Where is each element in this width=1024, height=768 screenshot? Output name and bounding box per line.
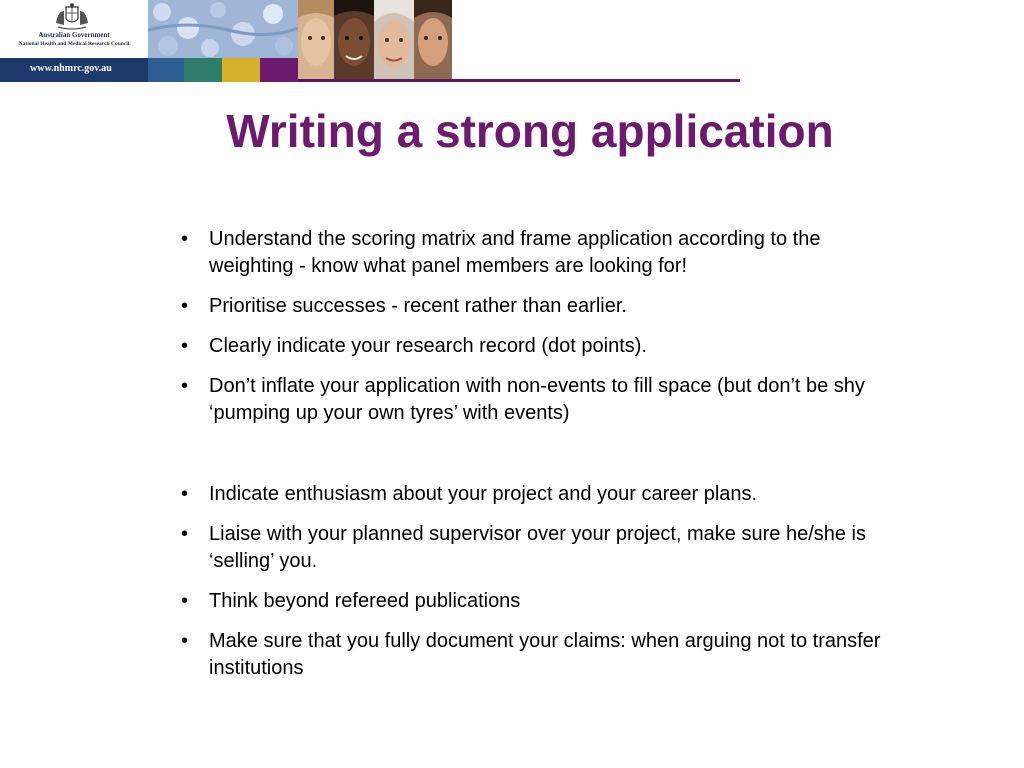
bullet-symbol: • xyxy=(181,523,189,545)
portrait-young-man xyxy=(334,0,374,80)
council-name: National Health and Medical Research Council xyxy=(18,41,130,47)
bullet-text: Don’t inflate your application with non-events to fill space (but don’t be shy ‘pumping up your own tyres’ with events) xyxy=(209,375,865,424)
bullet-text: Liaise with your planned supervisor over your project, make sure he/she is ‘selling’ you. xyxy=(209,523,866,572)
molecule-photo xyxy=(148,0,298,58)
coat-of-arms-icon xyxy=(52,3,92,31)
color-strip-purple xyxy=(260,58,298,82)
bullet-item xyxy=(178,373,898,427)
color-strip-blue xyxy=(148,58,184,82)
bullet-item xyxy=(178,226,898,280)
government-logo xyxy=(0,0,148,58)
bullet-symbol: • xyxy=(181,375,189,397)
color-strip-gold xyxy=(222,58,260,82)
bullet-symbol: • xyxy=(181,295,189,317)
bullet-text: Think beyond refereed publications xyxy=(209,590,521,612)
website-url[interactable]: www.nhmrc.gov.au xyxy=(30,63,112,74)
header-banner xyxy=(0,0,1024,84)
bullet-item xyxy=(178,333,898,360)
bullet-text: Make sure that you fully document your claims: when arguing not to transfer institutions xyxy=(209,630,881,679)
slide-title: Writing a strong application xyxy=(226,105,834,157)
portrait-child xyxy=(298,0,334,80)
bullet-symbol: • xyxy=(181,228,189,250)
bullet-item xyxy=(178,293,898,320)
bullet-symbol: • xyxy=(181,335,189,357)
header-rule xyxy=(298,79,740,82)
bullet-text: Understand the scoring matrix and frame application according to the weighting - know what panel members are looking for! xyxy=(209,228,821,277)
bullet-text: Prioritise successes - recent rather than earlier. xyxy=(209,295,627,317)
bullet-text: Indicate enthusiasm about your project and your career plans. xyxy=(209,483,758,505)
bullet-item xyxy=(178,628,898,682)
portrait-elderly-woman xyxy=(374,0,414,80)
bullet-symbol: • xyxy=(181,630,189,652)
portrait-teen xyxy=(414,0,452,80)
bullet-item xyxy=(178,588,898,615)
color-strip-teal xyxy=(184,58,222,82)
portrait-photos xyxy=(298,0,452,80)
bullet-item xyxy=(178,521,898,575)
bullet-item xyxy=(178,481,898,508)
bullet-text: Clearly indicate your research record (dot points). xyxy=(209,335,647,357)
bullet-list xyxy=(178,226,898,682)
url-bar xyxy=(0,58,148,82)
bullet-symbol: • xyxy=(181,590,189,612)
government-name: Australian Government xyxy=(38,31,110,39)
bullet-symbol: • xyxy=(181,483,189,505)
